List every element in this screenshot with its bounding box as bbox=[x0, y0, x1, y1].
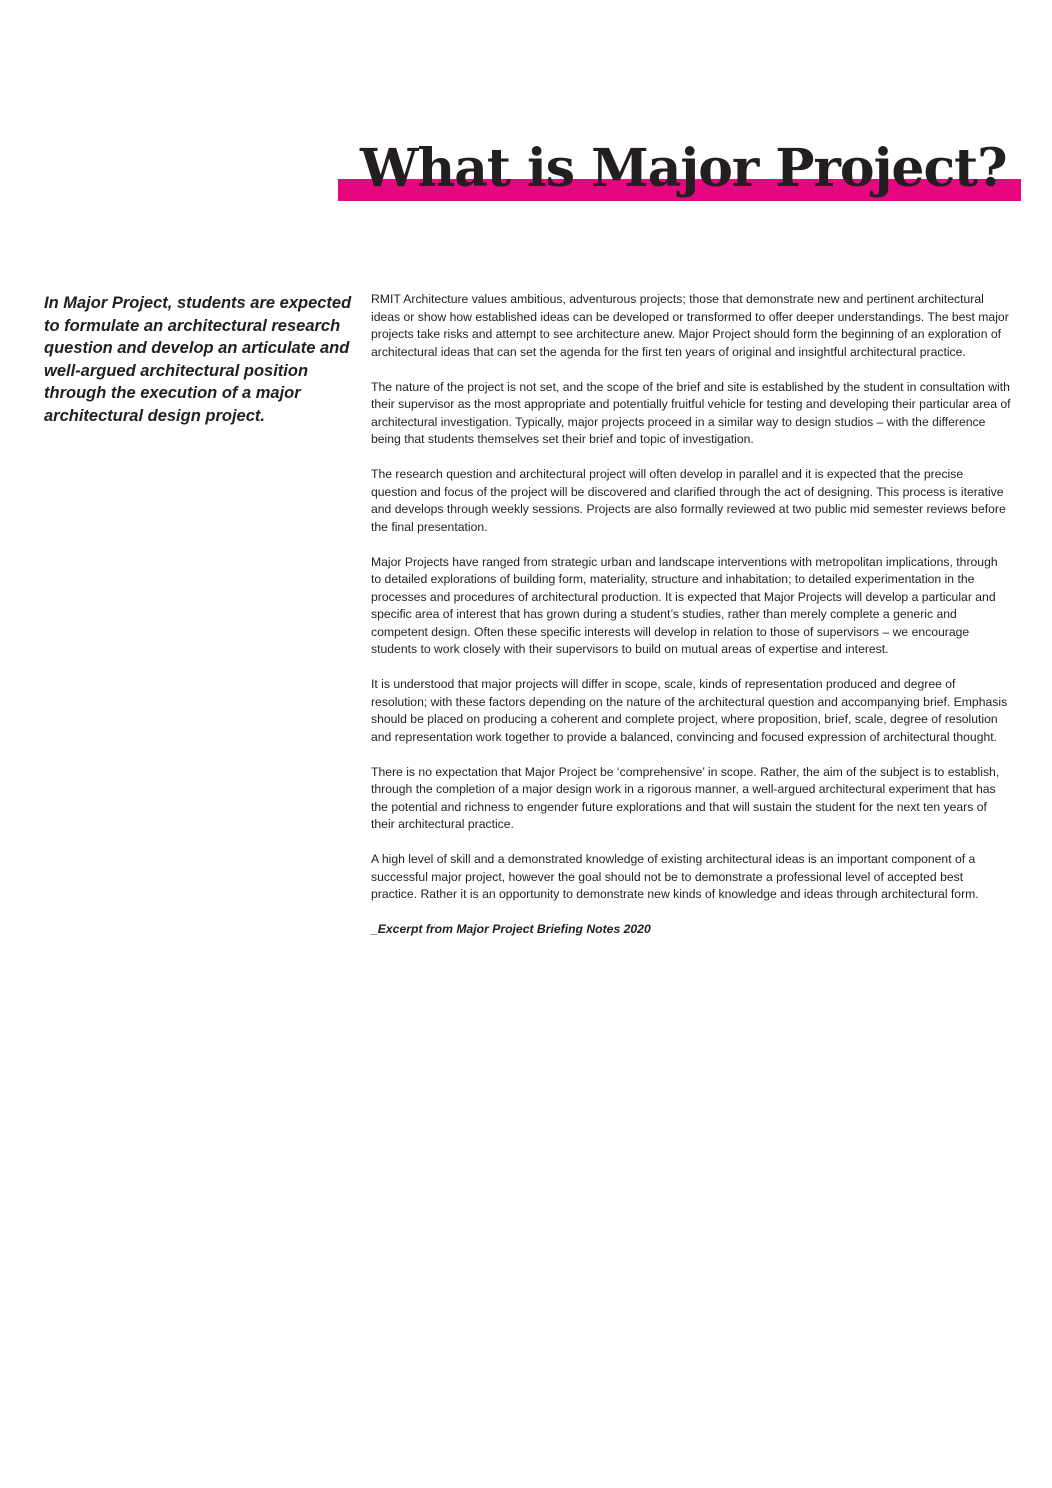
paragraph: There is no expectation that Major Project be ‘comprehensive’ in scope. Rather, the aim of the subject is to establish, through the completion of a major design work in a rigorous manner, a well-argued architectural experiment that has the potential and richness to engender future explorations and that will sustain the student for the next ten years of their architectural practice. bbox=[371, 764, 1000, 831]
paragraph: The nature of the project is not set, and the scope of the brief and site is established by the student in consultation with their supervisor as the most appropriate and potentially fruitful vehicle for testing and developing their particular area of architectural investigation. Typically, major projects proceed in a similar way to design studios – with the difference being that students themselves set their brief and topic of investigation. bbox=[371, 379, 1011, 446]
page-title: What is Major Project? bbox=[360, 138, 1007, 199]
paragraph: The research question and architectural project will often develop in parallel and it is expected that the precise question and focus of the project will be discovered and clarified through the act of designing. This process is iterative and develops through weekly sessions. Projects are also formally reviewed at two public mid semester reviews before the final presentation. bbox=[371, 467, 1006, 534]
source-citation: _Excerpt from Major Project Briefing Notes 2020 bbox=[371, 922, 651, 936]
paragraph: Major Projects have ranged from strategic urban and landscape interventions with metropolitan implications, through to detailed explorations of building form, materiality, structure and inhabitation; to detailed experimentation in the processes and procedures of architectural production. It is expected that Major Projects will develop a particular and specific area of interest that has grown during a student’s studies, rather than merely complete a generic and competent design. Often these specific interests will develop in relation to those of supervisors – we encourage students to work closely with their supervisors to build on mutual areas of expertise and interest. bbox=[371, 554, 998, 656]
paragraph: It is understood that major projects will differ in scope, scale, kinds of representation produced and degree of resolution; with these factors depending on the nature of the architectural question and accompanying brief. Emphasis should be placed on producing a coherent and complete project, where proposition, brief, scale, degree of resolution and representation work together to provide a balanced, convincing and focused expression of architectural thought. bbox=[371, 677, 1008, 744]
body-text bbox=[371, 291, 1011, 956]
paragraph: RMIT Architecture values ambitious, adventurous projects; those that demonstrate new and pertinent architectural ideas or show how established ideas can be developed or transformed to offer deeper understandings. The best major projects take risks and attempt to see architecture anew. Major Project should form the beginning of an exploration of architectural ideas that can set the agenda for the first ten years of original and insightful architectural practice. bbox=[371, 292, 1009, 359]
pull-quote: In Major Project, students are expected to formulate an architectural research question and develop an articulate and well-argued architectural position through the execution of a major architectural design project. bbox=[44, 294, 352, 425]
paragraph: A high level of skill and a demonstrated knowledge of existing architectural ideas is an important component of a successful major project, however the goal should not be to demonstrate a professional level of accepted best practice. Rather it is an opportunity to demonstrate new kinds of knowledge and ideas through architectural form. bbox=[371, 852, 979, 901]
page-header bbox=[338, 140, 1022, 210]
